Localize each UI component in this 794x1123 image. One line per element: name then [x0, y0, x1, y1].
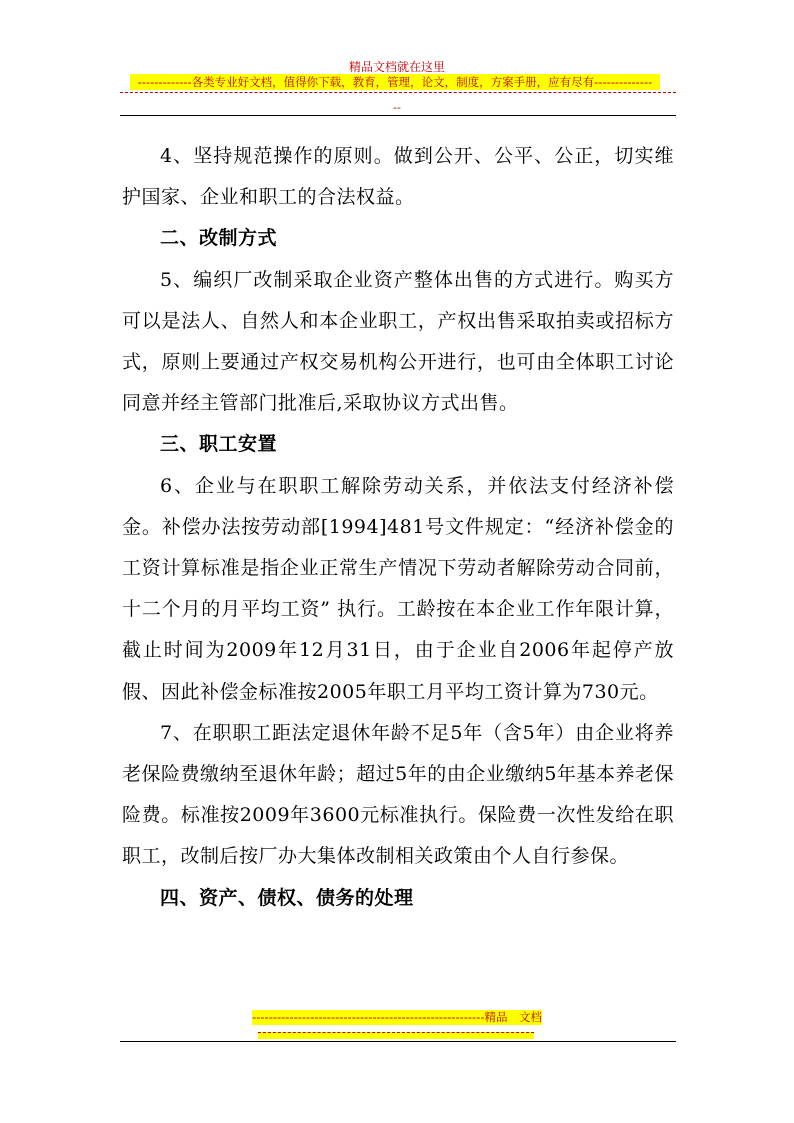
header-dashed-line: [120, 92, 676, 93]
footer-dashed-line: [258, 1032, 534, 1039]
paragraph-5: 5、编织厂改制采取企业资产整体出售的方式进行。购买方可以是法人、自然人和本企业职工，产权出售采取拍卖或招标方式，原则上要通过产权交易机构公开进行，也可由全体职工讨论同意并经主管部门批准后,采取协议方式出售。: [122, 268, 674, 415]
section-heading-2: 二、改制方式: [160, 227, 278, 250]
footer-rule: [120, 1041, 676, 1042]
document-body: [122, 136, 674, 919]
header-dash-tail: --: [393, 101, 401, 114]
paragraph-4: 4、坚持规范操作的原则。做到公开、公平、公正，切实维护国家、企业和职工的合法权益。: [122, 145, 674, 209]
section-heading-4: 四、资产、债权、债务的处理: [160, 886, 414, 909]
section-heading-3: 三、职工安置: [160, 433, 278, 456]
header-title: 精品文档就在这里: [348, 60, 445, 74]
paragraph-6: 6、企业与在职职工解除劳动关系，并依法支付经济补偿金。补偿办法按劳动部[1994]481号文件规定：“经济补偿金的工资计算标准是指企业正常生产情况下劳动者解除劳动合同前，十二个月的月平均工资” 执行。工龄按在本企业工作年限计算，截止时间为2009年12月31日，由于企业自2006年起停产放假、因此补偿金标准按2005年职工月平均工资计算为730元。: [122, 474, 674, 703]
header-rule: [120, 115, 676, 116]
footer-tagline: --------------------------------------------------------精品 文档: [252, 1010, 542, 1024]
header-tagline: -------------各类专业好文档，值得你下载，教育，管理，论文，制度，方案手册，应有尽有--------------: [130, 74, 660, 90]
paragraph-7: 7、在职职工距法定退休年龄不足5年（含5年）由企业将养老保险费缴纳至退休年龄；超过5年的由企业缴纳5年基本养老保险费。标准按2009年3600元标准执行。保险费一次性发给在职职工，改制后按厂办大集体改制相关政策由个人自行参保。: [122, 721, 674, 868]
